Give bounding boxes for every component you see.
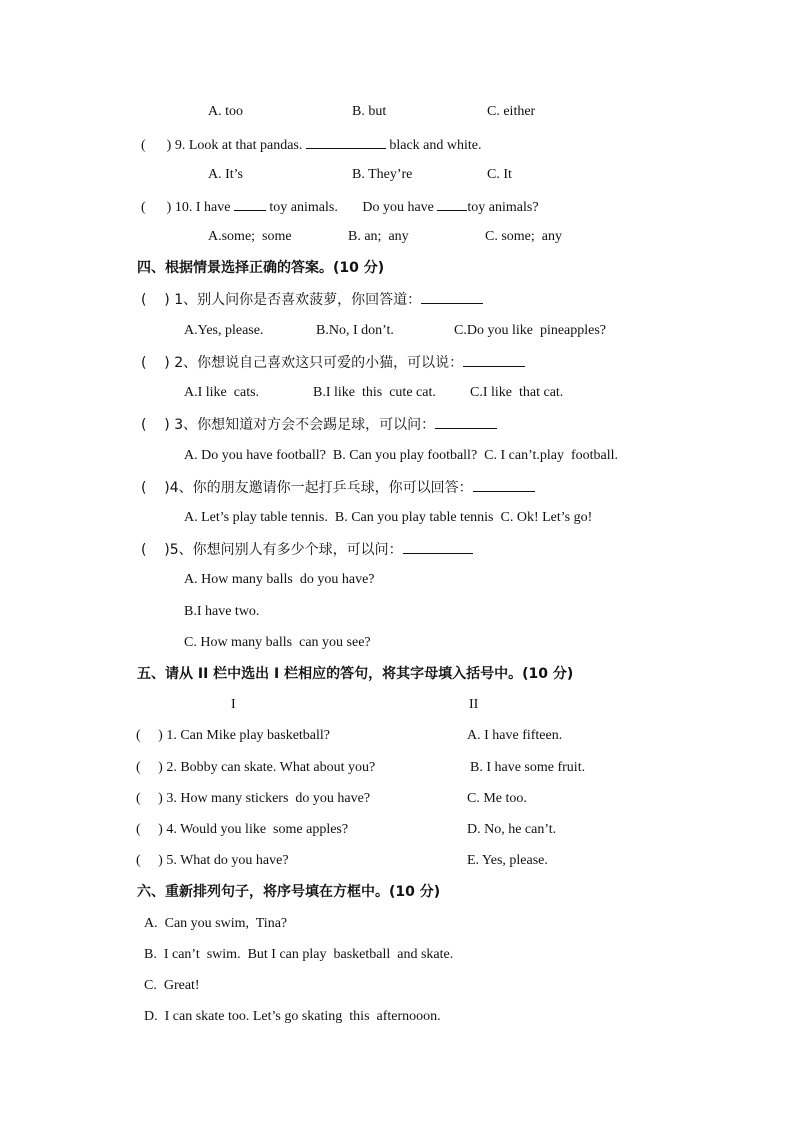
q9-blank (306, 135, 386, 149)
part4-q5-paren: ( ) (141, 542, 170, 558)
part4-q1 (141, 290, 483, 309)
part5-title: 五、请从 II 栏中选出 I 栏相应的答句，将其字母填入括号中。(10 分) (137, 666, 574, 682)
part5-row-3 (136, 790, 370, 808)
q8-option-a: A. too (208, 104, 243, 119)
part5-answer-b: B. I have some fruit. (470, 760, 586, 775)
part5-row-4-question: 4. Would you like some apples? (166, 822, 349, 837)
part4-q1-option-c: C.Do you like pineapples? (454, 323, 607, 338)
part4-q5-option-b: B.I have two. (184, 604, 260, 619)
part4-q2-option-b: B.I like this cute cat. (313, 385, 436, 400)
part4-q1-blank (421, 290, 483, 304)
part5-col2-header: II (469, 697, 479, 712)
part4-q2-text: 2、你想说自己喜欢这只可爱的小猫，可以说： (174, 355, 464, 371)
part4-q3-options: A. Do you have football? B. Can you play football? C. I can’t.play football. (184, 448, 619, 463)
part4-q1-text: 1、别人问你是否喜欢菠萝，你回答道： (174, 292, 422, 308)
part4-q3 (141, 415, 497, 434)
q10-option-b: B. an; any (348, 229, 409, 244)
q9-row (141, 135, 482, 155)
part4-q5-option-c: C. How many balls can you see? (184, 635, 371, 650)
part4-q2-paren: ( ) (141, 355, 170, 371)
part4-q3-paren: ( ) (141, 417, 170, 433)
q9-paren: ( ) (141, 138, 172, 153)
q9-option-c: C. It (487, 167, 512, 182)
part4-q5-option-a: A. How many balls do you have? (184, 572, 375, 587)
part4-q1-option-a: A.Yes, please. (184, 323, 264, 338)
part5-answer-a: A. I have fifteen. (467, 728, 563, 743)
part6-title: 六、重新排列句子，将序号填在方框中。(10 分) (137, 884, 441, 900)
part4-q2-blank (463, 353, 525, 367)
part5-row-1-question: 1. Can Mike play basketball? (166, 728, 331, 743)
part4-q4-blank (473, 478, 535, 492)
q10-text-post: toy animals? (467, 200, 539, 215)
part5-row-2 (136, 759, 375, 777)
q9-text: 9. Look at that pandas. (174, 138, 303, 153)
part5-row-3-paren: ( ) (136, 791, 163, 806)
part4-title: 四、根据情景选择正确的答案。(10 分) (137, 260, 385, 276)
part4-q3-blank (435, 415, 497, 429)
part4-q4 (141, 478, 535, 497)
part6-line-c: C. Great! (144, 978, 200, 993)
part5-row-2-question: 2. Bobby can skate. What about you? (166, 760, 376, 775)
part5-col1-header: I (231, 697, 236, 712)
part4-q2-option-a: A.I like cats. (184, 385, 260, 400)
part5-row-2-paren: ( ) (136, 760, 163, 775)
part5-row-1 (136, 727, 330, 745)
part4-q4-options: A. Let’s play table tennis. B. Can you play table tennis C. Ok! Let’s go! (184, 510, 593, 525)
part4-q1-option-b: B.No, I don’t. (316, 323, 394, 338)
part4-q4-text: 4、你的朋友邀请你一起打乒乓球，你可以回答： (169, 480, 473, 496)
q8-option-b: B. but (352, 104, 387, 119)
part5-row-4-paren: ( ) (136, 822, 163, 837)
q10-option-a: A.some; some (208, 229, 292, 244)
q10-text-mid: toy animals. (269, 200, 338, 215)
part5-row-5-question: 5. What do you have? (166, 853, 289, 868)
part4-q3-text: 3、你想知道对方会不会踢足球，可以问： (174, 417, 436, 433)
part6-line-a: A. Can you swim, Tina? (144, 916, 288, 931)
part4-q2-option-c: C.I like that cat. (470, 385, 564, 400)
q8-option-c: C. either (487, 104, 536, 119)
part4-q2 (141, 353, 525, 372)
q9-option-b: B. They’re (352, 167, 413, 182)
part5-answer-d: D. No, he can’t. (467, 822, 557, 837)
part5-answer-c: C. Me too. (467, 791, 527, 806)
q10-blank-2 (437, 197, 467, 211)
part5-row-5 (136, 852, 289, 870)
part5-row-3-question: 3. How many stickers do you have? (166, 791, 371, 806)
part4-q5-blank (403, 540, 473, 554)
part5-answer-e: E. Yes, please. (467, 853, 548, 868)
q10-text-mid2: Do you have (362, 200, 434, 215)
part5-row-1-paren: ( ) (136, 728, 163, 743)
q10-text: 10. I have (174, 200, 231, 215)
part5-row-4 (136, 821, 348, 839)
part4-q5 (141, 540, 473, 559)
part5-row-5-paren: ( ) (136, 853, 163, 868)
q10-option-c: C. some; any (485, 229, 562, 244)
q10-row (141, 197, 539, 217)
part4-q5-text: 5、你想问别人有多少个球，可以问： (169, 542, 403, 558)
q10-paren: ( ) (141, 200, 172, 215)
part4-q1-paren: ( ) (141, 292, 170, 308)
part6-line-b: B. I can’t swim. But I can play basketball and skate. (144, 947, 454, 962)
q9-option-a: A. It’s (208, 167, 243, 182)
q9-text-post: black and white. (389, 138, 482, 153)
q10-blank-1 (234, 197, 266, 211)
part4-q4-paren: ( ) (141, 480, 170, 496)
part6-line-d: D. I can skate too. Let’s go skating this afternooon. (144, 1009, 441, 1024)
